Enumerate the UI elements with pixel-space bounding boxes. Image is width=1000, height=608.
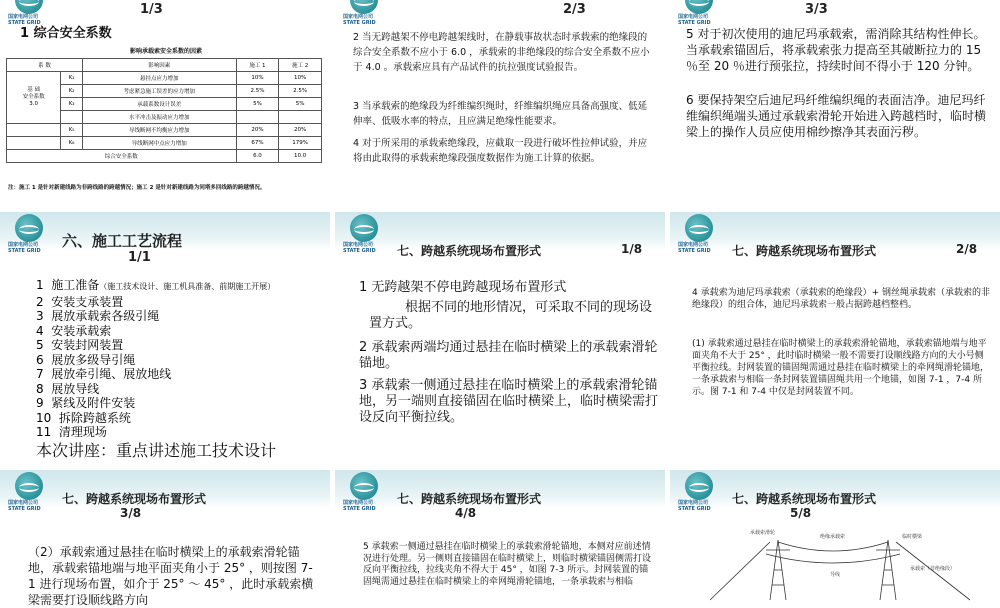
slide-paragraph: 2 当无跨越架不停电跨越架线时，在静载事故状态时承载索的绝缘段的综合安全系数不应小于 6.0 ，承载索的非绝缘段的综合安全系数不应小于 4.0 。承载索应具有产品试件的抗拉强度试验报告。 xyxy=(353,32,650,73)
slide-page-number: 5/8 xyxy=(790,506,812,520)
table-header-row: 系 数 影响因素 施工 1 施工 2 xyxy=(7,59,322,72)
carrier-cable xyxy=(778,542,888,551)
slide-paragraph: 2 承载索两端均通过悬挂在临时横梁上的承载索滑轮锚地。 xyxy=(359,340,658,371)
slide-paragraph: 1 无跨越架不停电跨越现场布置形式 xyxy=(359,280,567,295)
slide-page-number: 2/8 xyxy=(956,242,978,256)
table-row: K₆ 导线断网中点应力增加 67% 179% xyxy=(7,137,322,150)
base-factor-cell: 基 础 安全系数 3.0 xyxy=(7,72,61,124)
state-grid-logo: 国家电网公司 STATE GRID xyxy=(678,0,722,26)
state-grid-logo: 国家电网公司 STATE GRID xyxy=(8,214,52,254)
slide-title: 七、跨越系统现场布置形式 xyxy=(397,492,542,506)
slide-paragraph: (1) 承载索通过悬挂在临时横梁上的承载索滑轮锚地，承载索锚地端与地平面夹角不大于 25° ，此时临时横梁一般不需要打设顺线路方向的大小号侧平衡拉线。封网装置的锚固绳需通过悬挂在临时横梁上的牵网绳滑轮锚地，一条承载索与相临一条封网装置锚固绳共用一个地锚，如图 7-1 ，7-4 所示。图 7-1 和 7-4 中仅是封网装置不同。 xyxy=(692,339,990,397)
state-grid-logo: 国家电网公司 STATE GRID xyxy=(343,472,387,512)
list-item: 8 展放导线 xyxy=(36,381,100,396)
slide-s8[interactable] xyxy=(335,470,665,600)
slide-s4[interactable] xyxy=(0,212,330,460)
state-grid-logo: 国家电网公司 STATE GRID xyxy=(678,214,722,254)
diagram-label: 承载索滑轮 xyxy=(750,530,776,536)
list-item: 2 安装支承装置 xyxy=(36,294,124,309)
table-row: K₅ 导线断网不均衡应力增加 20% 20% xyxy=(7,124,322,137)
list-item: 11 清理现场 xyxy=(36,425,107,439)
slide-page-number: 3/3 xyxy=(805,2,828,17)
slide-s9[interactable] xyxy=(670,470,1000,600)
slide-page-number: 1/1 xyxy=(128,250,151,265)
list-item: 5 安装封网装置 xyxy=(36,338,124,352)
slide-page-number: 1/8 xyxy=(621,242,643,256)
safety-factor-table xyxy=(6,58,322,163)
slide-s5[interactable] xyxy=(335,212,665,425)
diagram-label: 导线 xyxy=(830,572,841,578)
state-grid-logo: 国家电网公司 STATE GRID xyxy=(343,214,387,254)
state-grid-logo: 国家电网公司 STATE GRID xyxy=(8,472,52,512)
list-item: 9 紧线及附件安装 xyxy=(36,396,136,410)
slide-heading: 1 综合安全系数 xyxy=(20,26,112,41)
slide-paragraph: 6 要保持架空后迪尼玛纤维编织绳的表面洁净。迪尼玛纤维编织绳端头通过承载索滑轮开始进入跨越档时，临时横梁上的操作人员应使用棉纱擦净其表面污秽。 xyxy=(686,93,987,139)
table-title: 影响承载索安全系数的因素 xyxy=(130,48,203,55)
slide-s6[interactable] xyxy=(670,212,1000,407)
left-anchor-line xyxy=(710,542,770,600)
slide-page-number: 2/3 xyxy=(563,2,586,17)
table-row: 水平冲击及振动应力增加 xyxy=(7,111,322,124)
slide-paragraph: 5 对于初次使用的迪尼玛承载索，需消除其结构性伸长。当承载索锚固后，将承载索张力提高至其破断拉力的 15 ％至 20 ％进行预张拉，持续时间不得小于 120 分钟。 xyxy=(686,27,986,73)
list-item: 1 施工准备（施工技术设计、施工机具准备、前期施工开展） xyxy=(36,278,276,292)
slide-title: 七、跨越系统现场布置形式 xyxy=(732,492,877,506)
crossing-layout-diagram xyxy=(670,520,1000,600)
table-total-row: 综合安全系数 6.0 10.0 xyxy=(7,150,322,163)
list-item: 3 展放承载索各级引绳 xyxy=(36,309,160,323)
lecture-focus-note: 本次讲座：重点讲述施工技术设计 xyxy=(36,441,277,460)
slide-title: 七、跨越系统现场布置形式 xyxy=(397,244,542,258)
slide-page-number: 3/8 xyxy=(120,506,142,520)
conductor-line xyxy=(766,554,900,563)
diagram-label: 临时横梁 xyxy=(902,534,923,540)
slide-title: 七、跨越系统现场布置形式 xyxy=(62,492,207,506)
slide-title: 七、跨越系统现场布置形式 xyxy=(732,244,877,258)
right-tower xyxy=(876,540,900,600)
slide-page-number: 4/8 xyxy=(455,506,477,520)
state-grid-logo: 国家电网公司 STATE GRID xyxy=(678,472,722,512)
state-grid-logo: 国家电网公司 STATE GRID xyxy=(343,0,387,26)
slide-page-number: 1/3 xyxy=(140,2,163,17)
slide-s1[interactable] xyxy=(0,0,330,195)
list-item: 6 展放多级导引绳 xyxy=(36,352,136,367)
list-item: 4 安装承载索 xyxy=(36,323,112,338)
slide-paragraph: 3 当承载索的绝缘段为纤维编织绳时，纤维编织绳应具备高强度、低延伸率、低吸水率的特点，且应满足绝缘性能要求。 xyxy=(353,101,648,127)
table-row: K₂ 考虑紧急施工误差的应力增加 2.5% 2.5% xyxy=(7,85,322,98)
slide-paragraph: （2）承载索通过悬挂在临时横梁上的承载索滑轮锚地，承载索锚地端与地平面夹角小于 25° ，则按图 7-1 进行现场布置，如介于 25° ～ 45° ，此时承载索横梁需要打设顺线路方向 xyxy=(28,545,314,607)
slide-s3[interactable] xyxy=(670,0,1000,195)
slide-s7[interactable] xyxy=(0,470,330,607)
slide-paragraph: 3 承载索一侧通过悬挂在临时横梁上的承载索滑轮锚地，另一端则直接锚固在临时横梁上，临时横梁需打设反向平衡拉线。 xyxy=(359,378,659,425)
list-item: 7 展放牵引绳、展放地线 xyxy=(36,367,172,381)
diagram-label: 绝缘承载索 xyxy=(820,534,846,540)
slide-s2[interactable] xyxy=(335,0,665,195)
state-grid-logo: 国家电网公司 STATE GRID xyxy=(8,0,52,26)
list-item: 10 拆除跨越系统 xyxy=(36,410,131,425)
diagram-label: 承载索（非绝缘段） xyxy=(910,566,956,572)
slide-paragraph: 4 承载索为迪尼玛承载索（承载索的绝缘段）+ 钢丝绳承载索（承载索的非绝缘段）的组合体，迪尼玛承载索一般占据跨越档整档。 xyxy=(692,288,990,310)
process-steps-list xyxy=(36,278,326,440)
left-tower xyxy=(766,540,790,600)
slide-paragraph: 4 对于所采用的承载索绝缘段，应截取一段进行破坏性拉伸试验，并应将由此取得的承载索绝缘段强度数据作为施工计算的依据。 xyxy=(353,138,648,164)
table-row: 基 础 安全系数 3.0 K₁ 悬挂点应力增加 10% 10% xyxy=(7,72,322,85)
slide-paragraph: 根据不同的地形情况，可采取不同的现场设置方式。 xyxy=(369,300,653,331)
slide-paragraph: 5 承载索一侧通过悬挂在临时横梁上的承载索滑轮锚地，本侧对应前述情况进行处理。另一侧则直接锚固在临时横梁上，则临时横梁锚固侧需打设反向平衡拉线，拉线夹角不得大于 45° ，如图 7-3 所示。封网装置的锚固绳需通过悬挂在临时横梁上的牵网绳滑轮锚地，一条承载索与相临 xyxy=(363,542,652,587)
slide-title: 六、施工工艺流程 xyxy=(62,232,183,250)
table-note: 注：施工 1 是针对新建线路为非跨线路的跨越情况；施工 2 是针对新建线路为同塔多回线路的跨越情况。 xyxy=(8,185,266,191)
table-row: K₃ 承载系数设计误差 5% 5% xyxy=(7,98,322,111)
